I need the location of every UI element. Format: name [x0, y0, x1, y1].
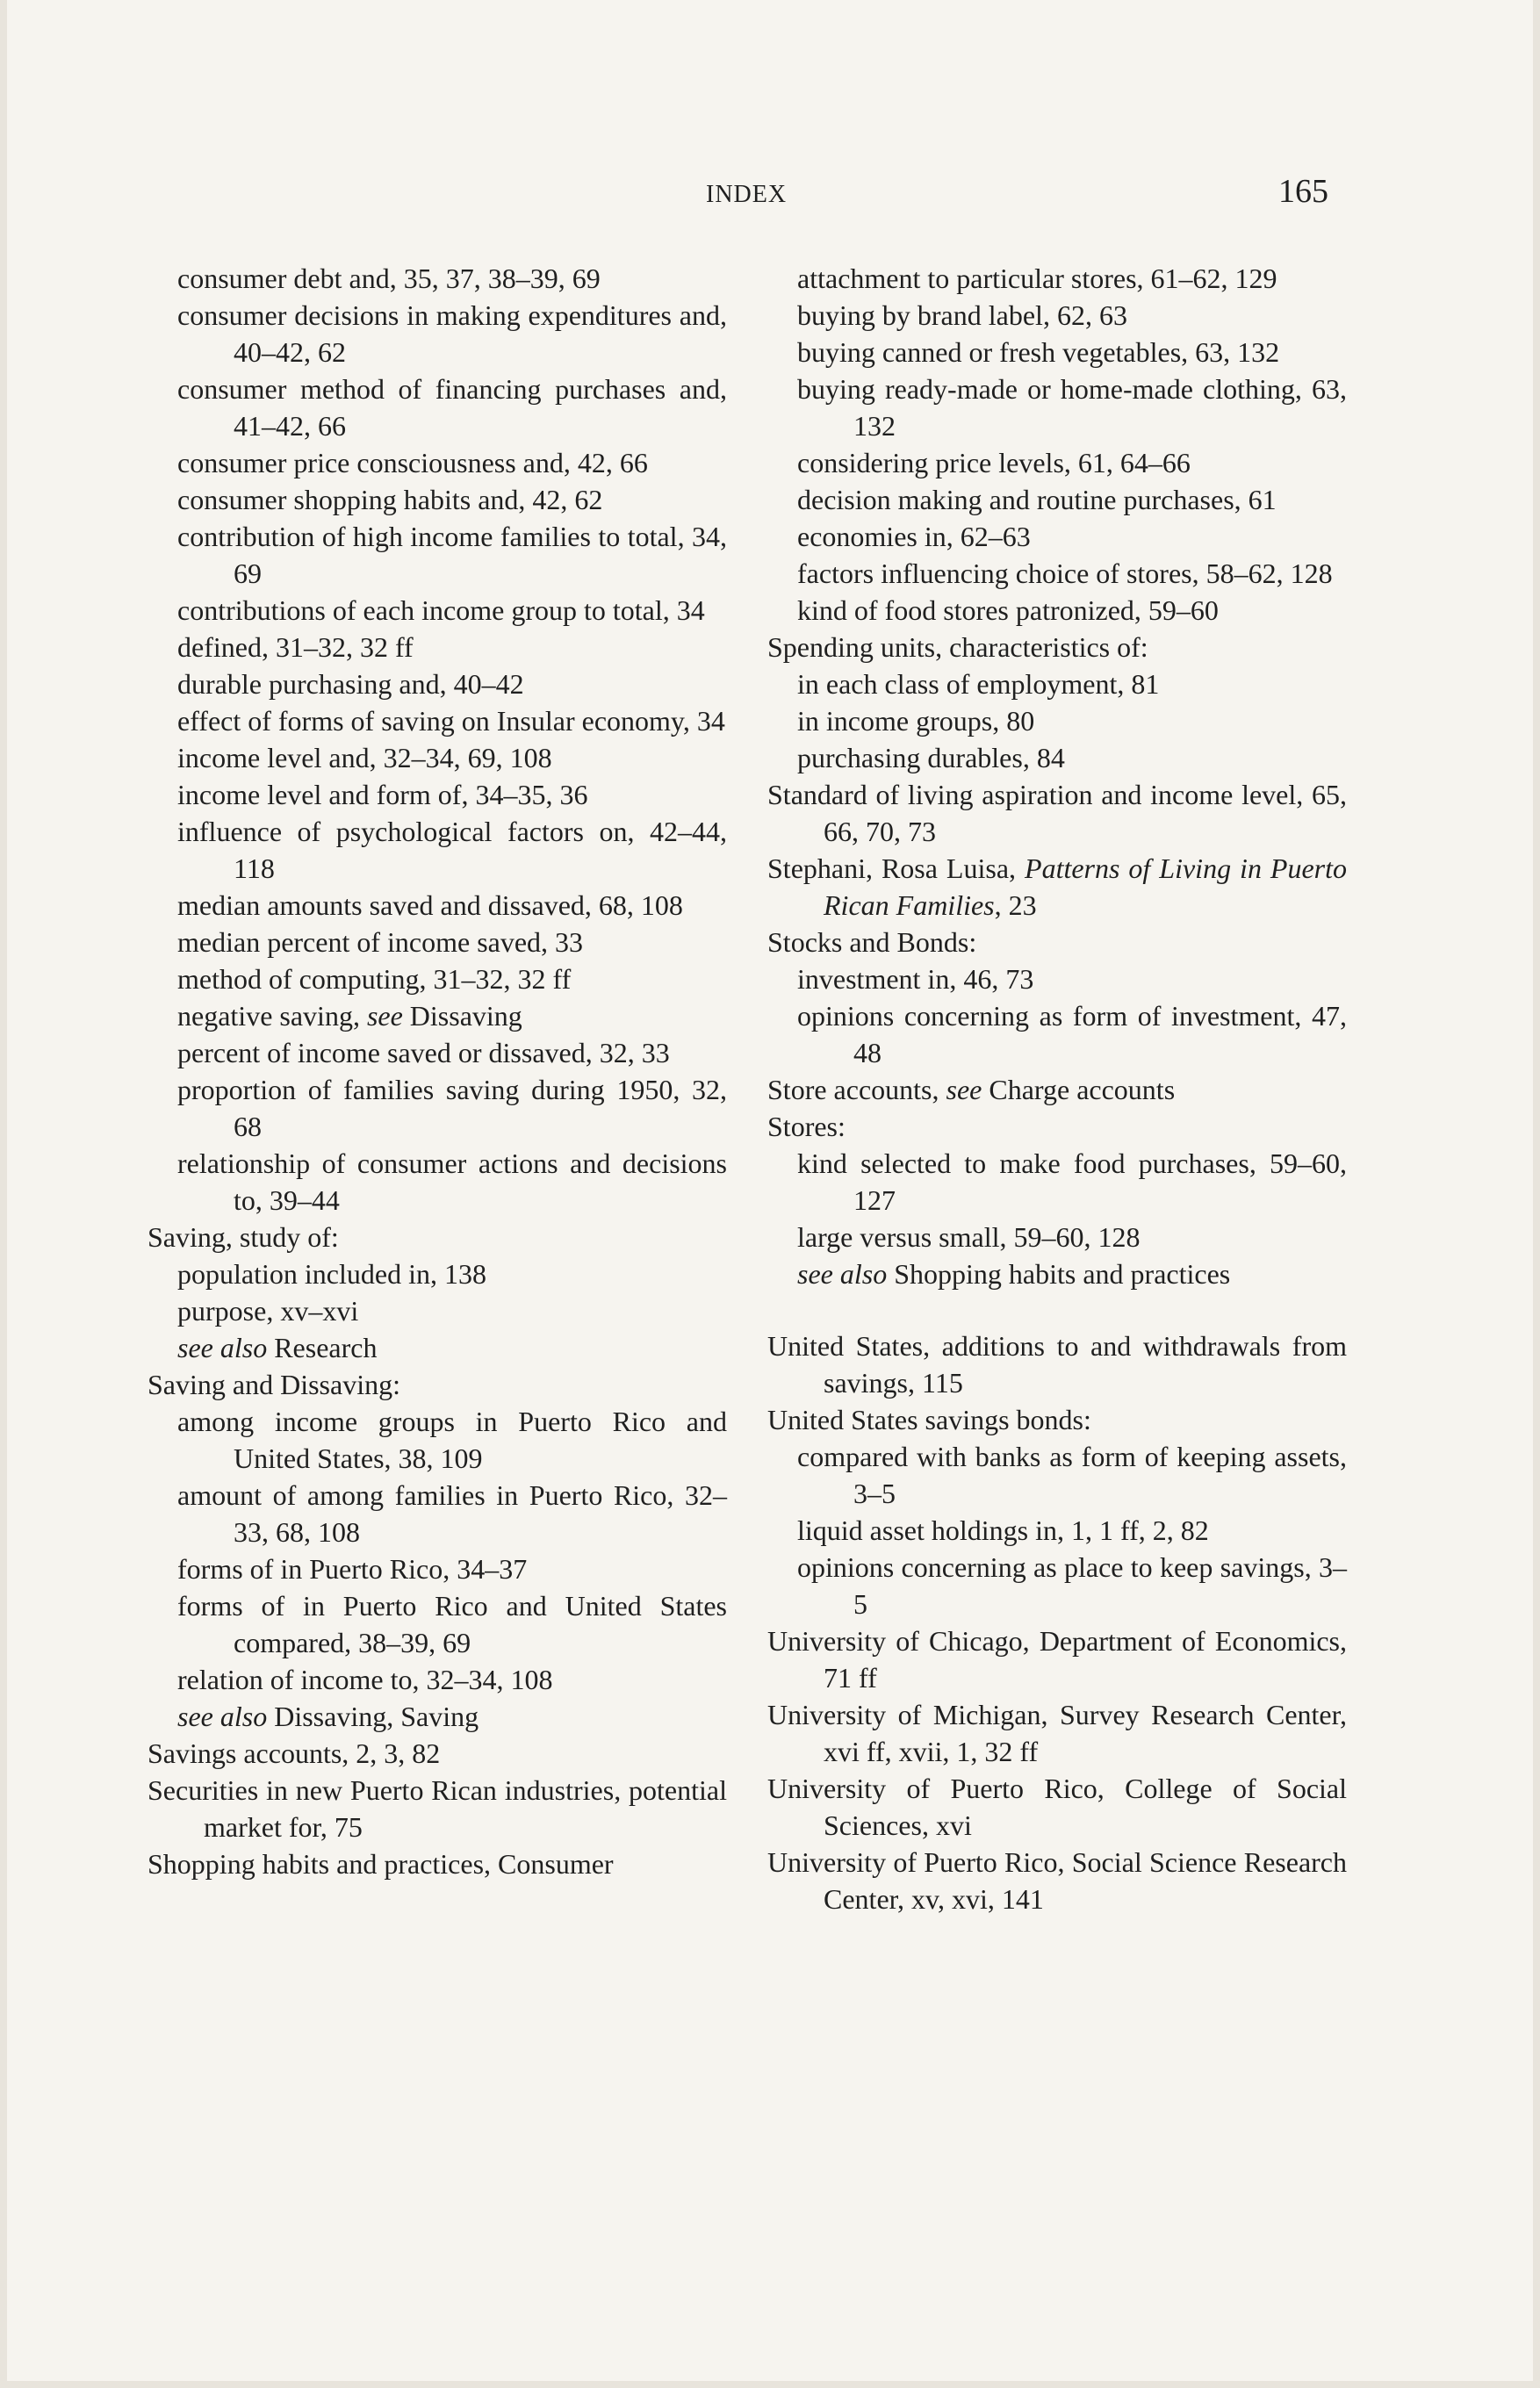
see-reference: see	[946, 1074, 982, 1105]
index-entry: income level and form of, 34–35, 36	[177, 779, 588, 810]
index-entry: economies in, 62–63	[797, 521, 1031, 552]
index-entry: liquid asset holdings in, 1, 1 ff, 2, 82	[797, 1514, 1209, 1546]
index-entry: kind of food stores patronized, 59–60	[797, 594, 1219, 626]
index-entry: consumer shopping habits and, 42, 62	[177, 484, 603, 515]
index-entry: consumer decisions in making expenditures and, 40–42, 62	[177, 299, 727, 368]
index-entry: opinions concerning as place to keep savings, 3–5	[797, 1551, 1347, 1620]
index-entry: proportion of families saving during 1950, 32, 68	[177, 1074, 727, 1142]
index-entry: relation of income to, 32–34, 108	[177, 1664, 553, 1695]
index-entry: defined, 31–32, 32 ff	[177, 631, 414, 663]
index-entry: influence of psychological factors on, 42–44, 118	[177, 816, 727, 884]
index-entry: contributions of each income group to total, 34	[177, 594, 705, 626]
book-title: Patterns of Living in Puerto Rican Families	[824, 852, 1348, 921]
index-entry: forms of in Puerto Rico, 34–37	[177, 1553, 528, 1585]
index-entry: among income groups in Puerto Rico and United States, 38, 109	[177, 1406, 727, 1474]
index-entry: income level and, 32–34, 69, 108	[177, 742, 552, 773]
index-heading: Savings accounts, 2, 3, 82	[148, 1737, 441, 1769]
index-entry: buying canned or fresh vegetables, 63, 132	[797, 336, 1280, 368]
index-entry: see also Shopping habits and practices	[797, 1258, 1231, 1290]
index-entry: contribution of high income families to total, 34, 69	[177, 521, 727, 589]
index-heading: University of Chicago, Department of Economics, 71 ff	[767, 1625, 1347, 1694]
index-column-left	[148, 260, 727, 1882]
index-entry: method of computing, 31–32, 32 ff	[177, 963, 572, 995]
index-entry: kind selected to make food purchases, 59–60, 127	[797, 1147, 1347, 1216]
index-heading: University of Puerto Rico, College of Social Sciences, xvi	[767, 1773, 1347, 1841]
index-entry: relationship of consumer actions and decisions to, 39–44	[177, 1147, 727, 1216]
index-heading: Standard of living aspiration and income level, 65, 66, 70, 73	[767, 779, 1347, 847]
index-entry: buying by brand label, 62, 63	[797, 299, 1127, 331]
page-number: 165	[1278, 173, 1328, 210]
index-entry: decision making and routine purchases, 61	[797, 484, 1277, 515]
index-heading: Store accounts, see Charge accounts	[767, 1074, 1176, 1105]
index-entry: median percent of income saved, 33	[177, 926, 584, 958]
index-entry: investment in, 46, 73	[797, 963, 1034, 995]
index-entry: opinions concerning as form of investment, 47, 48	[797, 1000, 1347, 1068]
index-entry: considering price levels, 61, 64–66	[797, 447, 1191, 478]
index-entry: compared with banks as form of keeping assets, 3–5	[797, 1441, 1347, 1509]
index-entry: factors influencing choice of stores, 58–62, 128	[797, 557, 1333, 589]
index-heading: Spending units, characteristics of:	[767, 631, 1148, 663]
index-entry: purpose, xv–xvi	[177, 1295, 359, 1327]
index-heading: Stephani, Rosa Luisa, Patterns of Living in Puerto Rican Families, 23	[767, 852, 1348, 921]
index-heading: United States savings bonds:	[767, 1404, 1091, 1435]
index-entry: consumer debt and, 35, 37, 38–39, 69	[177, 263, 601, 294]
index-entry: buying ready-made or home-made clothing, 63, 132	[797, 373, 1347, 442]
index-entry: forms of in Puerto Rico and United States compared, 38–39, 69	[177, 1590, 727, 1658]
index-entry: attachment to particular stores, 61–62, 129	[797, 263, 1277, 294]
index-entry: purchasing durables, 84	[797, 742, 1065, 773]
index-heading: Stores:	[767, 1111, 846, 1142]
index-heading: Securities in new Puerto Rican industries, potential market for, 75	[148, 1774, 727, 1843]
index-entry: large versus small, 59–60, 128	[797, 1221, 1141, 1253]
index-entry: effect of forms of saving on Insular economy, 34	[177, 705, 725, 737]
index-page	[7, 0, 1533, 2381]
index-entry: durable purchasing and, 40–42	[177, 668, 524, 700]
index-entry: consumer price consciousness and, 42, 66	[177, 447, 648, 478]
see-reference: see also	[177, 1332, 268, 1363]
see-reference: see also	[797, 1258, 888, 1290]
index-entry: amount of among families in Puerto Rico, 32–33, 68, 108	[177, 1479, 727, 1548]
index-entry: see also Research	[177, 1332, 378, 1363]
see-reference: see also	[177, 1701, 268, 1732]
index-entry: in each class of employment, 81	[797, 668, 1160, 700]
index-entry: median amounts saved and dissaved, 68, 108	[177, 889, 683, 921]
index-entry: percent of income saved or dissaved, 32, 33	[177, 1037, 670, 1068]
index-heading: University of Michigan, Survey Research Center, xvi ff, xvii, 1, 32 ff	[767, 1699, 1347, 1767]
running-head: INDEX	[706, 181, 788, 208]
index-column-right	[767, 260, 1347, 1917]
index-entry: negative saving, see Dissaving	[177, 1000, 522, 1032]
index-heading: United States, additions to and withdrawals from savings, 115	[767, 1330, 1347, 1399]
index-heading: Stocks and Bonds:	[767, 926, 977, 958]
index-heading: University of Puerto Rico, Social Science Research Center, xv, xvi, 141	[767, 1846, 1347, 1915]
index-heading: Saving, study of:	[148, 1221, 339, 1253]
see-reference: see	[366, 1000, 403, 1032]
index-heading: Saving and Dissaving:	[148, 1369, 400, 1400]
index-entry: population included in, 138	[177, 1258, 486, 1290]
index-entry: in income groups, 80	[797, 705, 1035, 737]
index-entry: see also Dissaving, Saving	[177, 1701, 479, 1732]
index-entry: consumer method of financing purchases and, 41–42, 66	[177, 373, 727, 442]
index-heading: Shopping habits and practices, Consumer	[148, 1848, 614, 1880]
